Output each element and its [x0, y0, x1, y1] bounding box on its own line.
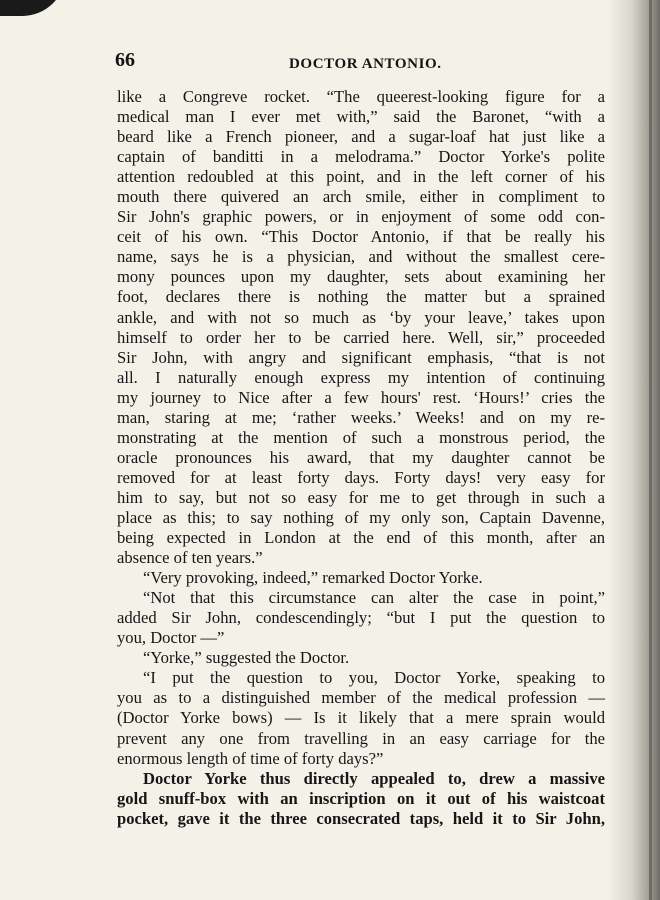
text-line: captain of banditti in a melodrama.” Doctor Yorke's polite — [117, 147, 605, 167]
text-line: mouth there quivered an arch smile, either in compliment to — [117, 187, 605, 207]
text-line: you, Doctor —” — [117, 628, 225, 648]
text-line: pocket, gave it the three consecrated taps, held it to Sir John, — [117, 808, 605, 828]
text-line: man, staring at me; ‘rather weeks.’ Weeks! and on my re- — [117, 407, 605, 427]
text-line: oracle pronounces his award, that my daughter cannot be — [117, 447, 605, 467]
page-header — [115, 49, 621, 79]
text-line: him to say, but not so easy for me to get through in such a — [117, 487, 605, 507]
text-line: (Doctor Yorke bows) — Is it likely that a mere sprain would — [117, 708, 605, 728]
text-line: like a Congreve rocket. “The queerest-looking figure for a — [117, 87, 605, 106]
text-line: medical man I ever met with,” said the Baronet, “with a — [117, 107, 605, 127]
text-line: monstrating at the mention of such a monstrous period, the — [117, 427, 605, 447]
text-line: ceit of his own. “This Doctor Antonio, if that be really his — [117, 227, 605, 247]
text-line: place as this; to say nothing of my only son, Captain Davenne, — [117, 507, 605, 527]
text-line: you as to a distinguished member of the medical profession — — [117, 688, 605, 708]
text-line: Sir John's graphic powers, or in enjoyment of some odd con- — [117, 207, 605, 227]
text-line: beard like a French pioneer, and a sugar-loaf hat just like a — [117, 127, 605, 147]
page-gutter-shadow — [608, 0, 660, 900]
text-line: ankle, and with not so much as ‘by your leave,’ takes upon — [117, 307, 605, 327]
text-line: all. I naturally enough express my intention of continuing — [117, 367, 605, 387]
text-line: Sir John, with angry and significant emphasis, “that is not — [117, 347, 605, 367]
text-line: “I put the question to you, Doctor Yorke, speaking to — [143, 668, 605, 688]
text-line: himself to order her to be carried here. Well, sir,” proceeded — [117, 327, 605, 347]
text-line: name, says he is a physician, and without the smallest cere- — [117, 247, 605, 267]
text-line: gold snuff-box with an inscription on it out of his waistcoat — [117, 788, 605, 808]
text-line: added Sir John, condescendingly; “but I put the question to — [117, 608, 605, 628]
text-line: foot, declares there is nothing the matter but a sprained — [117, 287, 605, 307]
page-edge-stripe — [649, 0, 652, 900]
text-line: enormous length of time of forty days?” — [117, 748, 384, 768]
text-line: removed for at least forty days. Forty days! very easy for — [117, 467, 605, 487]
text-line: being expected in London at the end of this month, after an — [117, 528, 605, 548]
text-line: prevent any one from travelling in an easy carriage for the — [117, 728, 605, 748]
text-line: absence of ten years.” — [117, 548, 263, 568]
text-line: “Not that this circumstance can alter the case in point,” — [143, 588, 605, 608]
page-number: 66 — [115, 49, 135, 71]
text-line: “Very provoking, indeed,” remarked Doctor Yorke. — [143, 568, 483, 588]
scan-corner-shadow — [0, 0, 66, 16]
body-text — [117, 87, 605, 829]
text-line: “Yorke,” suggested the Doctor. — [143, 648, 350, 668]
text-line: attention redoubled at this point, and in the left corner of his — [117, 167, 605, 187]
running-title: DOCTOR ANTONIO. — [289, 56, 442, 72]
text-line: my journey to Nice after a few hours' rest. ‘Hours!’ cries the — [117, 387, 605, 407]
text-line: Doctor Yorke thus directly appealed to, drew a massive — [143, 768, 605, 788]
text-line: mony pounces upon my daughter, sets about examining her — [117, 267, 605, 287]
